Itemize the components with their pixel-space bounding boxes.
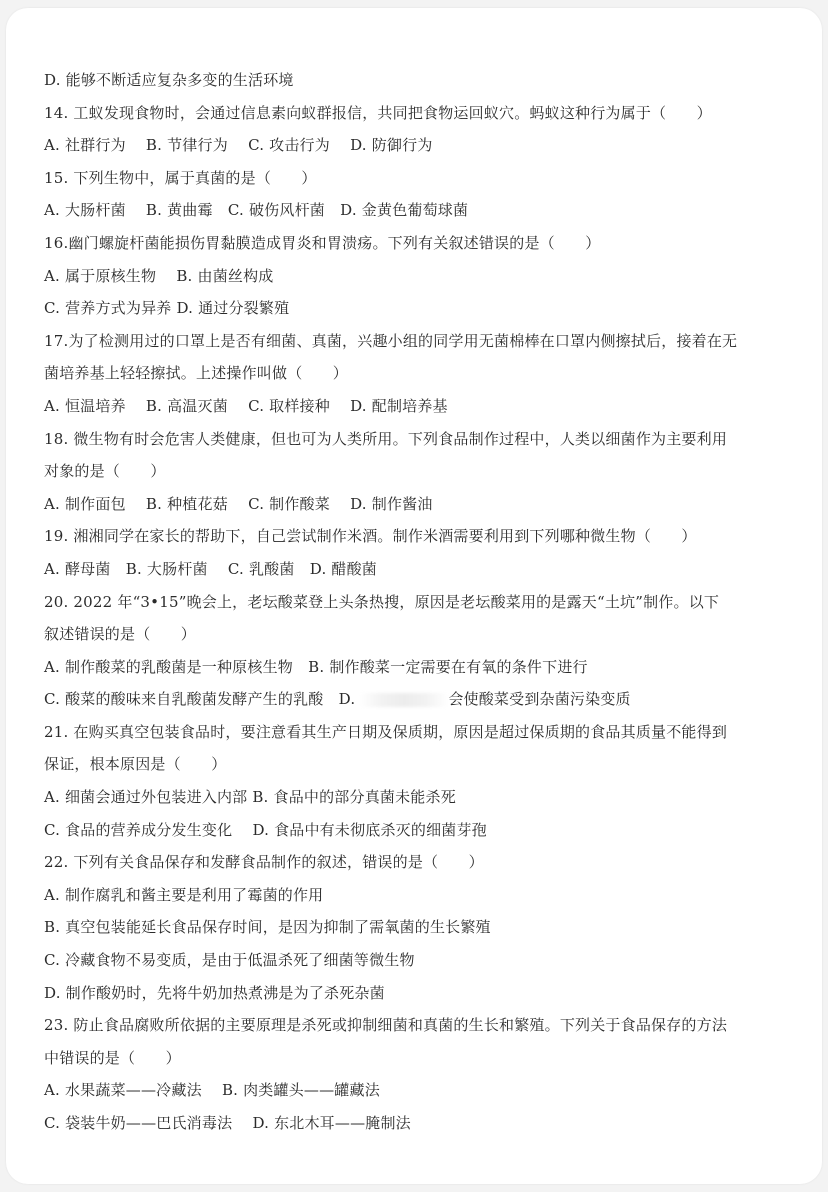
text-line-start: C. 酸菜的酸味来自乳酸菌发酵产生的乳酸 D. [44,690,361,709]
text-line: 对象的是（ ） [44,462,166,481]
text-line [44,683,814,716]
text-line-end: 会使酸菜受到杂菌污染变质 [448,690,631,709]
text-line: 20. 2022 年“3•15”晚会上，老坛酸菜登上头条热搜，原因是老坛酸菜用的是露天“土坑”制作。以下 [44,592,720,611]
text-line: A. 酵母菌 B. 大肠杆菌 C. 乳酸菌 D. 醋酸菌 [44,559,378,578]
text-line: A. 细菌会通过外包装进入内部 B. 食品中的部分真菌未能杀死 [44,788,456,807]
text-line: A. 大肠杆菌 B. 黄曲霉 C. 破伤风杆菌 D. 金黄色葡萄球菌 [44,201,469,220]
text-line: A. 水果蔬菜——冷藏法 B. 肉类罐头——罐藏法 [44,1081,380,1100]
text-line: 22. 下列有关食品保存和发酵食品制作的叙述，错误的是（ ） [44,853,484,872]
text-line: 保证，根本原因是（ ） [44,755,227,774]
exam-page [6,8,822,1184]
text-line: 23. 防止食品腐败所依据的主要原理是杀死或抑制细菌和真菌的生长和繁殖。下列关于食品保存的方法 [44,1016,728,1035]
text-line: C. 袋装牛奶——巴氏消毒法 D. 东北木耳——腌制法 [44,1114,411,1132]
text-line: A. 恒温培养 B. 高温灭菌 C. 取样接种 D. 配制培养基 [44,396,448,415]
text-line: A. 社群行为 B. 节律行为 C. 攻击行为 D. 防御行为 [44,136,433,155]
text-line: C. 冷藏食物不易变质，是由于低温杀死了细菌等微生物 [44,951,415,970]
text-line: 15. 下列生物中，属于真菌的是（ ） [44,168,317,187]
question-text [44,64,814,1140]
text-line: A. 制作腐乳和酱主要是利用了霉菌的作用 [44,885,324,904]
text-line: A. 属于原核生物 B. 由菌丝构成 [44,266,274,285]
text-line: 中错误的是（ ） [44,1048,181,1067]
text-line: D. 制作酸奶时，先将牛奶加热煮沸是为了杀死杂菌 [44,983,385,1002]
text-line: A. 制作面包 B. 种植花菇 C. 制作酸菜 D. 制作酱油 [44,494,433,513]
text-line: 14. 工蚁发现食物时，会通过信息素向蚁群报信，共同把食物运回蚁穴。蚂蚁这种行为属于（ ） [44,103,712,122]
text-line: B. 真空包装能延长食品保存时间，是因为抑制了需氧菌的生长繁殖 [44,918,491,937]
text-line: 21. 在购买真空包装食品时，要注意看其生产日期及保质期，原因是超过保质期的食品其质量不能得到 [44,722,728,741]
smudge-mark [360,693,448,707]
text-line: 菌培养基上轻轻擦拭。上述操作叫做（ ） [44,364,349,383]
text-line: 16.幽门螺旋杆菌能损伤胃黏膜造成胃炎和胃溃疡。下列有关叙述错误的是（ ） [44,233,601,252]
text-line: 17.为了检测用过的口罩上是否有细菌、真菌，兴趣小组的同学用无菌棉棒在口罩内侧擦拭后，接着在无 [44,331,738,350]
text-line: 19. 湘湘同学在家长的帮助下，自己尝试制作米酒。制作米酒需要利用到下列哪种微生物（ ） [44,527,697,546]
text-line: C. 营养方式为异养 D. 通过分裂繁殖 [44,299,290,318]
text-line: D. 能够不断适应复杂多变的生活环境 [44,71,294,89]
text-line: A. 制作酸菜的乳酸菌是一种原核生物 B. 制作酸菜一定需要在有氧的条件下进行 [44,657,588,676]
text-line: C. 食品的营养成分发生变化 D. 食品中有未彻底杀灭的细菌芽孢 [44,820,487,839]
text-line: 18. 微生物有时会危害人类健康，但也可为人类所用。下列食品制作过程中，人类以细菌作为主要利用 [44,429,728,448]
text-line: 叙述错误的是（ ） [44,625,197,644]
